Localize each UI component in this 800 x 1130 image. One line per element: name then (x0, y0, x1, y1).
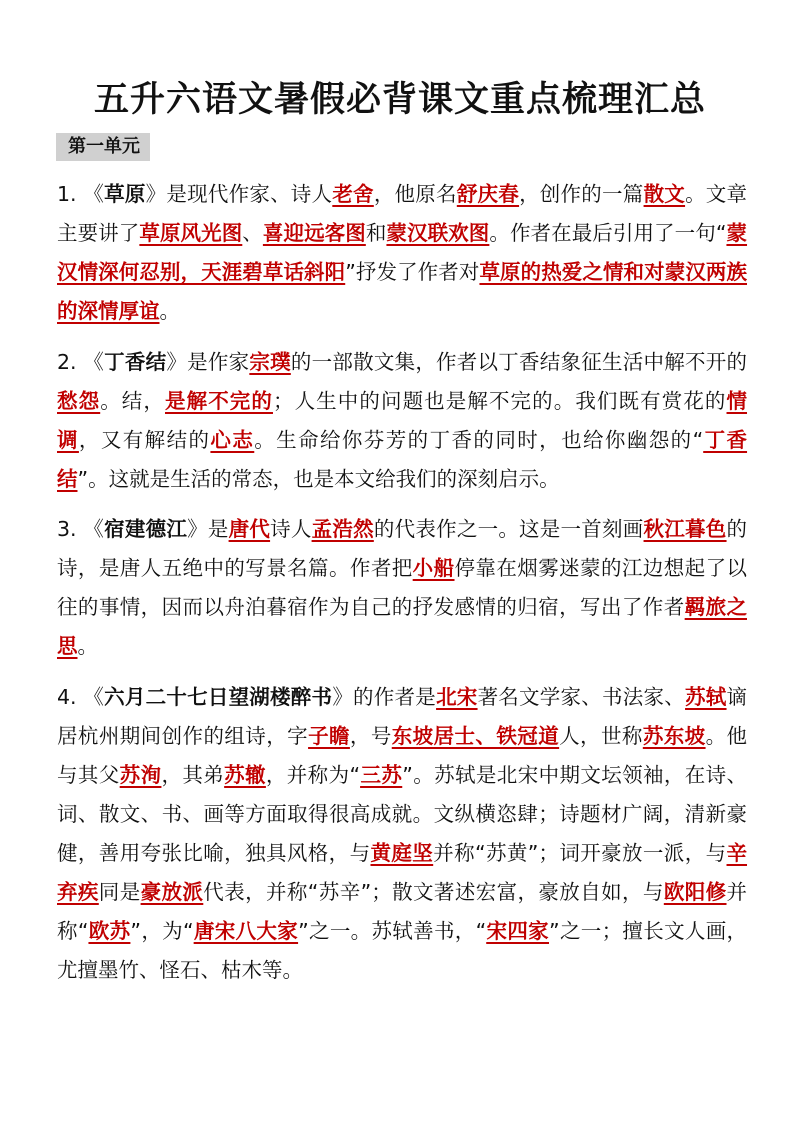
body-text: 3. 《 (57, 517, 105, 541)
key-term: 蒙汉联欢图 (386, 221, 490, 245)
key-term: 羁旅之思 (57, 595, 747, 658)
unit-label: 第一单元 (56, 133, 150, 161)
body-text: 诗人 (270, 517, 312, 541)
body-text: 》的作者是 (332, 685, 437, 709)
body-text: ”之一；擅长文人画，尤擅墨竹、怪石、枯木等。 (57, 919, 748, 982)
lesson-title: 草原 (104, 182, 146, 206)
body-text: ；人生中的问题也是解不完的。我们既有赏花的 (272, 389, 727, 413)
key-term: 欧苏 (88, 919, 131, 943)
key-term: 东坡居士、铁冠道 (391, 724, 560, 748)
body-text: 。作者在最后引用了一句“ (489, 221, 727, 245)
body-text: ”抒发了作者对 (345, 260, 480, 284)
body-text: 的诗，是唐人五绝中的写景名篇。作者把 (57, 517, 748, 580)
key-term: 草原风光图 (139, 221, 243, 245)
key-term: 辛弃疾 (57, 841, 748, 904)
paragraph-sujiandejiang (57, 510, 747, 666)
body-text: 1. 《 (57, 182, 105, 206)
body-text: ”。这就是生活的常态，也是本文给我们的深刻启示。 (77, 467, 560, 491)
key-term: 苏东坡 (642, 724, 706, 748)
body-text: 并称“苏黄”；词开豪放一派，与 (433, 841, 727, 865)
body-text: 》是作家 (166, 350, 250, 374)
lesson-title: 六月二十七日望湖楼醉书 (104, 685, 333, 709)
body-text: ，并称为“ (265, 763, 361, 787)
body-text: 、 (242, 221, 263, 245)
body-text: 并称“ (57, 880, 748, 943)
lesson-title: 宿建德江 (104, 517, 188, 541)
body-text: 停靠在烟雾迷蒙的江边想起了以往的事情，因而以舟泊暮宿作为自己的抒发感情的归宿，写出了作者 (57, 556, 747, 619)
key-term: 孟浩然 (311, 517, 374, 541)
key-term: 丁香结 (57, 428, 748, 491)
body-text: ，号 (349, 724, 392, 748)
body-text: 的代表作之一。这是一首刻画 (373, 517, 644, 541)
body-text: 谪居杭州期间创作的组诗，字 (57, 685, 748, 748)
body-text: 2. 《 (57, 350, 105, 374)
body-text: 的一部散文集，作者以丁香结象征生活中解不开的 (290, 350, 748, 374)
body-text: 。结， (100, 389, 165, 413)
body-text: 》是现代作家、诗人 (145, 182, 333, 206)
key-term: 是解不完的 (165, 389, 273, 413)
key-term: 老舍 (332, 182, 374, 206)
body-text: 》是 (187, 517, 229, 541)
body-text: ”之一。苏轼善书，“ (298, 919, 487, 943)
body-text: 。生命给你芬芳的丁香的同时，也给你幽怨的“ (254, 428, 704, 452)
body-text: 。 (159, 299, 180, 323)
page-title: 五升六语文暑假必背课文重点梳理汇总 (93, 80, 706, 120)
body-text: 著名文学家、书法家、 (477, 685, 686, 709)
body-text: 4. 《 (57, 685, 105, 709)
key-term: 北宋 (436, 685, 478, 709)
key-term: 唐代 (228, 517, 271, 541)
key-term: 情调 (57, 389, 748, 452)
key-term: 愁怨 (57, 389, 101, 413)
key-term: 苏洵 (119, 763, 162, 787)
key-term: 三苏 (360, 763, 403, 787)
body-text: 同是 (98, 880, 141, 904)
body-text: 人，世称 (559, 724, 643, 748)
key-term: 蒙汉情深何忍别，天涯碧草话斜阳 (57, 221, 748, 284)
key-term: 喜迎远客图 (262, 221, 366, 245)
body-text: ”。苏轼是北宋中期文坛领袖，在诗、词、散文、书、画等方面取得很高成就。文纵横恣肆；诗题材广阔，清新豪健，善用夸张比喻，独具风格，与 (57, 763, 748, 865)
key-term: 欧阳修 (663, 880, 727, 904)
key-term: 豪放派 (140, 880, 204, 904)
body-text: 。他与其父 (57, 724, 747, 787)
body-text: ”，为“ (130, 919, 194, 943)
key-term: 宋四家 (486, 919, 550, 943)
body-text: 。文章主要讲了 (57, 182, 748, 245)
lesson-title: 丁香结 (104, 350, 167, 374)
body-text: 和 (365, 221, 387, 245)
key-term: 草原的热爱之情和对蒙汉两族的深情厚谊 (57, 260, 747, 323)
body-text: ，又有解结的 (78, 428, 211, 452)
key-term: 唐宋八大家 (193, 919, 299, 943)
body-text: ，创作的一篇 (519, 182, 644, 206)
key-term: 苏辙 (224, 763, 266, 787)
key-term: 小船 (412, 556, 455, 580)
key-term: 舒庆春 (456, 182, 520, 206)
key-term: 秋江暮色 (643, 517, 727, 541)
paragraph-caoyuan (57, 175, 747, 331)
body-text: ，他原名 (373, 182, 457, 206)
key-term: 苏轼 (685, 685, 727, 709)
body-text: 。 (77, 634, 98, 658)
key-term: 宗璞 (249, 350, 291, 374)
paragraph-dingxiangjie (57, 343, 747, 499)
key-term: 子瞻 (308, 724, 350, 748)
key-term: 黄庭坚 (370, 841, 434, 865)
body-text: 代表，并称“苏辛”；散文著述宏富，豪放自如，与 (203, 880, 664, 904)
key-term: 散文 (643, 182, 686, 206)
key-term: 心志 (210, 428, 255, 452)
paragraph-wanghulou (57, 678, 747, 990)
body-text: ，其弟 (161, 763, 225, 787)
